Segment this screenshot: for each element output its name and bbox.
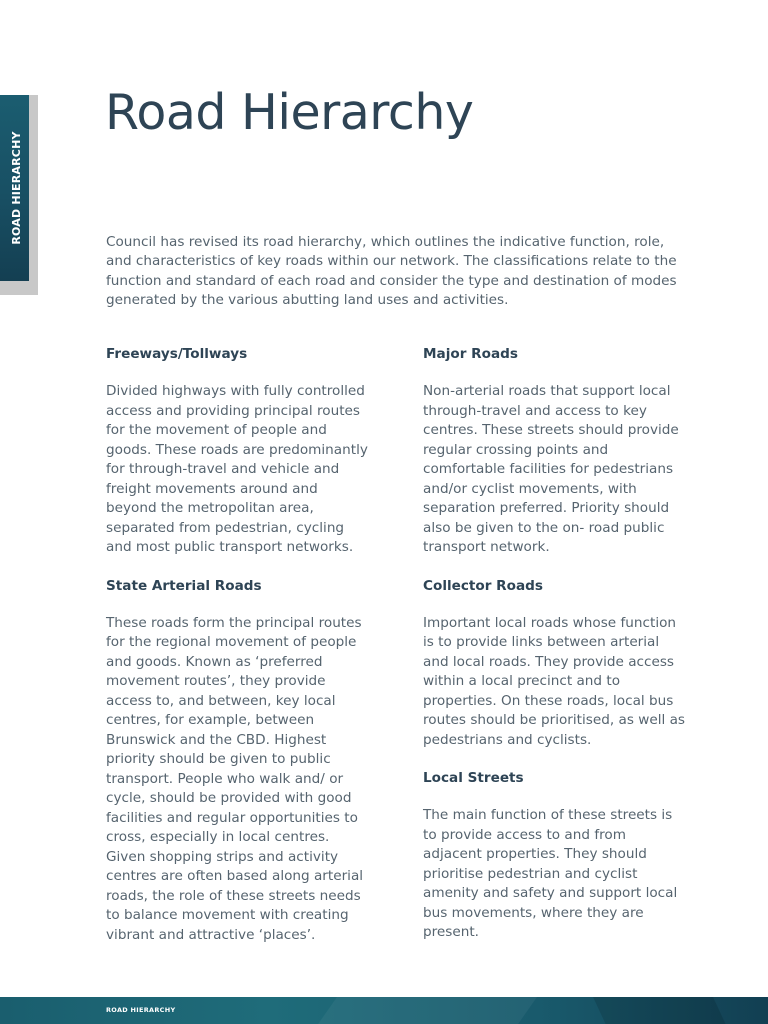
intro-paragraph: Council has revised its road hierarchy, which outlines the indicative function, role, and characteristics of key roads within our network. The classifications relate to the function and standard of each road and consider the type and destination of modes generated by the various abutting land uses and activities. xyxy=(106,234,677,309)
section-body-local-streets: The main function of these streets is to provide access to and from adjacent properties. They should prioritise pedestrian and cyclist amenity and safety and support local bus movements, where they are present. xyxy=(423,807,678,940)
side-tab-label: ROAD HIERARCHY xyxy=(10,131,23,245)
footer-decoration xyxy=(309,997,551,1024)
section-heading-local-streets: Local Streets xyxy=(423,770,524,786)
section-heading-collector-roads: Collector Roads xyxy=(423,577,543,594)
section-heading-major-roads: Major Roads xyxy=(423,346,518,362)
section-body-state-arterial: These roads form the principal routes for the regional movement of people and goods. Known as ‘preferred movement routes’, they provide access to, and between, key local centres, for example, between Brunswick and the CBD. Highest priority should be given to public transport. People who walk and/ or cycle, should be provided with good facilities and regular opportunities to cross, especially in local centres. Given shopping strips and activity centres are often based along arterial roads, the role of these streets needs to balance movement with creating vibrant and attractive ‘places’. xyxy=(106,614,364,943)
footer-band xyxy=(0,997,768,1024)
section-body-freeways: Divided highways with fully controlled access and providing principal routes for the movement of people and goods. These roads are predominantly for through-travel and vehicle and freight movements around and beyond the metropolitan area, separated from pedestrian, cycling and most public transport networks. xyxy=(106,383,368,555)
section-heading-state-arterial: State Arterial Roads xyxy=(106,577,262,594)
section-body-major-roads: Non-arterial roads that support local through-travel and access to key centres. These streets should provide regular crossing points and comfortable facilities for pedestrians and/or cyclist movements, with separation preferred. Priority should also be given to the on- road public transport network. xyxy=(423,383,679,555)
page-title: Road Hierarchy xyxy=(105,84,474,141)
section-body-collector-roads: Important local roads whose function is to provide links between arterial and local roads. They provide access within a local precinct and to properties. On these roads, local bus routes should be prioritised, as well as pedestrians and cyclists. xyxy=(423,614,685,748)
footer-decoration xyxy=(588,997,731,1024)
side-tab-band xyxy=(0,95,29,281)
section-heading-freeways: Freeways/Tollways xyxy=(106,346,248,362)
side-tab xyxy=(0,95,38,295)
footer-label: ROAD HIERARCHY xyxy=(106,1006,176,1014)
right-column xyxy=(423,345,685,943)
left-column xyxy=(106,345,368,945)
